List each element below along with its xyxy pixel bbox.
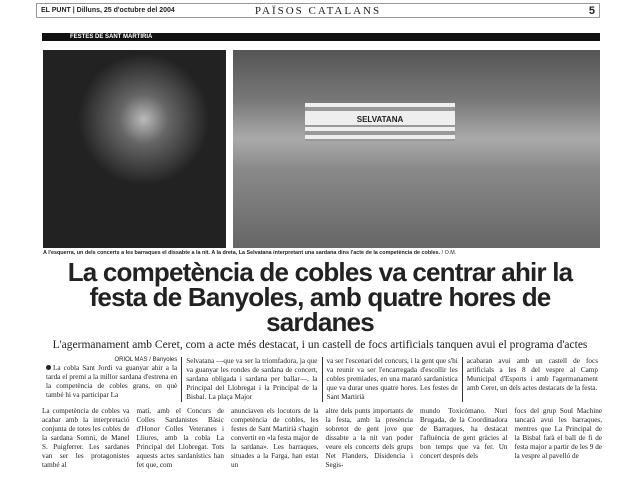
- photo-caption: [43, 250, 600, 257]
- lead-column: [42, 357, 181, 402]
- headline-line: Banyoles, amb quatre hores de sardanes: [187, 282, 551, 337]
- lead-column: va ser l'escenari del concurs, i la gent que s'hi va reunir va ser l'encarregada d'escollir les cobles premiades, en una marató sardanística que va durar unes quatre hores. Les festes de Sant Martirià: [322, 357, 462, 402]
- byline: ORIOL MAS / Banyoles: [114, 357, 178, 363]
- lead-column: Selvatana —que va ser la triomfadora, ja que va guanyar les rondes de sardana de concert, sardana obligada i sardana per ballar—, la Principal del Llobregat i la Principal de la Bisbal. La plaça Major: [181, 357, 321, 402]
- caption-text: A l'esquerra, un dels concerts a les barraques el dissabte a la nit. A la dreta, La Selvatana interpretant una sardana dins l'acte de la competència de cobles.: [43, 250, 441, 256]
- body-column: La competència de cobles va acabar amb la interpretació conjunta de totes les cobles de la sardana Somni, de Manel S. Puigferrer. Les sardanes van ser les protagonistes també al: [42, 407, 130, 469]
- section-band: FESTES DE SANT MARTIRIÀ: [42, 33, 600, 41]
- body-section: [42, 407, 602, 470]
- lead-text: La cobla Sant Jordi va guanyar ahir a la tarda el premi a la millor sardana d'estrena en la competència de cobles grans, en què també hi va participar La: [46, 364, 178, 399]
- body-column: focs del grup Soul Machine tancarà avui les barraques, mentres que La Principal de la Bisbal farà el ball de fi de festa major a partir de les 9 de la vespre al pavelló de: [514, 407, 602, 460]
- subheadline: L'agermanament amb Ceret, com a acte més destacat, i un castell de focs artificials tanquen avui el programa d'actes: [52, 339, 588, 351]
- lead-column: acabaran avui amb un castell de focs artificials a les 8 del vespre al Camp Municipal d'Esports i amb l'agermanament amb Ceret, un dels actes destacats de la festa.: [462, 357, 602, 402]
- selvatana-banner: [305, 103, 455, 141]
- paper-date: EL PUNT | Dilluns, 25 d'octubre del 2004: [41, 7, 175, 14]
- photo-row: [43, 50, 600, 248]
- lead-section: [42, 357, 602, 402]
- body-column: mundo Toxicómano. Nuri Brugada, de la Coordinadora de Barraques, ha destacat l'afluència de gent gràcies al bon temps que va fer. Un concert després dels: [420, 407, 508, 460]
- bullet-icon: [46, 365, 51, 370]
- banner-text: SELVATANA: [305, 115, 455, 125]
- cobla-photo: [233, 50, 600, 248]
- body-column: anunciaven els locutors de la competència de cobles, les festes de Sant Martirià s'hagin convertit en «la festa major de la sardana». Les barraques, situades a la Farga, han estat un: [231, 407, 319, 469]
- body-column: matí, amb el Concurs de Colles Sardanistes Bàsic d'Honor Colles Veteranes i Lliures, amb la cobla La Principal del Llobregat. Tots aquests actes sardanístics han fet que, com: [136, 407, 224, 469]
- section-title: PAÏSOS CATALANS: [254, 4, 382, 17]
- photo-credit: / O.M.: [441, 250, 457, 256]
- headline-line: La competència de cobles va centrar ahir la festa de: [67, 257, 573, 312]
- page-number: 5: [588, 4, 595, 17]
- page-header: [36, 3, 600, 18]
- concert-photo: [43, 50, 226, 248]
- headline: [40, 257, 600, 337]
- body-column: altre dels punts importants de la festa, amb la presència sobretot de gent jove que dissabte a la nit van poder veure els concerts dels grups Net Flanders, Disidencia i Segis-: [325, 407, 413, 469]
